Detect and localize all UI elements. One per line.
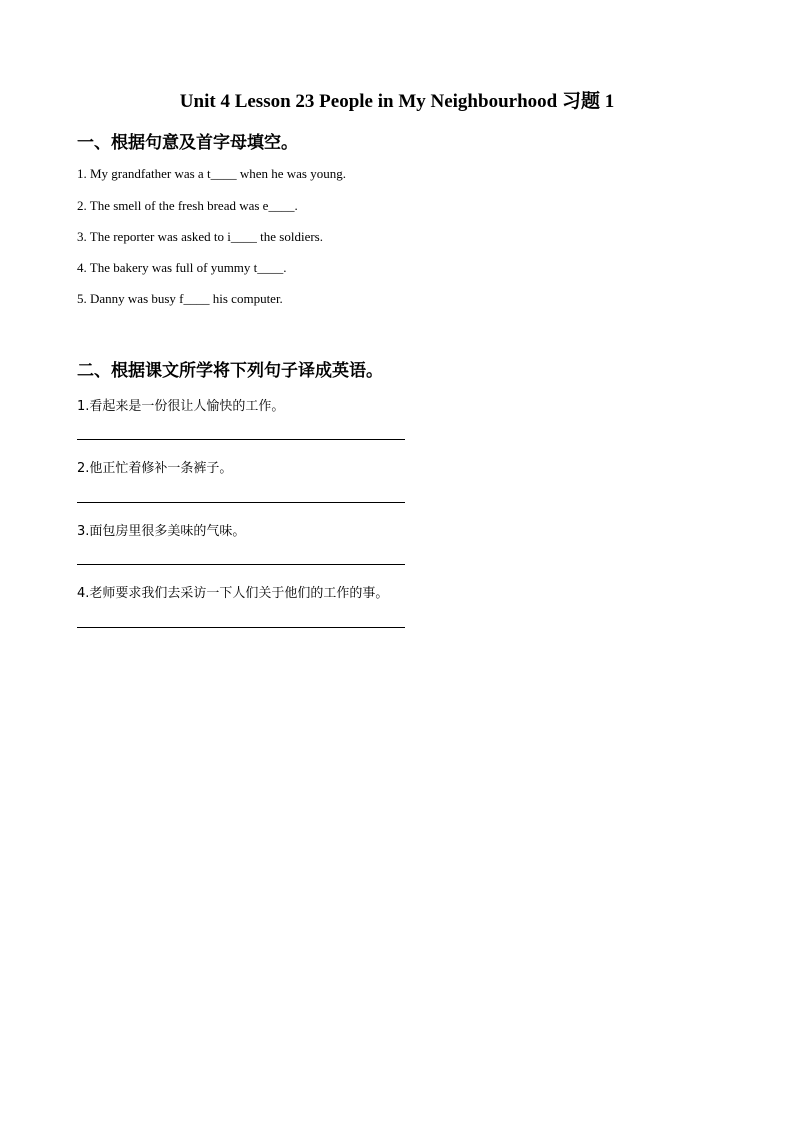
answer-line-2[interactable]: [77, 502, 405, 503]
section-2-heading: 二、根据课文所学将下列句子译成英语。: [77, 361, 383, 381]
answer-line-4[interactable]: [77, 627, 405, 628]
section-1-heading: 一、根据句意及首字母填空。: [77, 133, 298, 153]
page-title: Unit 4 Lesson 23 People in My Neighbourhood 习题 1: [179, 91, 615, 112]
translation-item-3: 3.面包房里很多美味的气味。: [77, 524, 246, 539]
translation-item-1: 1.看起来是一份很让人愉快的工作。: [77, 399, 285, 414]
translation-item-4: 4.老师要求我们去采访一下人们关于他们的工作的事。: [77, 586, 389, 601]
fill-blank-item-3: 3. The reporter was asked to i____ the soldiers.: [77, 229, 323, 244]
fill-blank-item-1: 1. My grandfather was a t____ when he was young.: [77, 166, 346, 181]
fill-blank-item-5: 5. Danny was busy f____ his computer.: [77, 291, 283, 306]
answer-line-1[interactable]: [77, 439, 405, 440]
translation-item-2: 2.他正忙着修补一条裤子。: [77, 461, 233, 476]
fill-blank-item-4: 4. The bakery was full of yummy t____.: [77, 260, 287, 275]
answer-line-3[interactable]: [77, 564, 405, 565]
fill-blank-item-2: 2. The smell of the fresh bread was e____.: [77, 198, 298, 213]
